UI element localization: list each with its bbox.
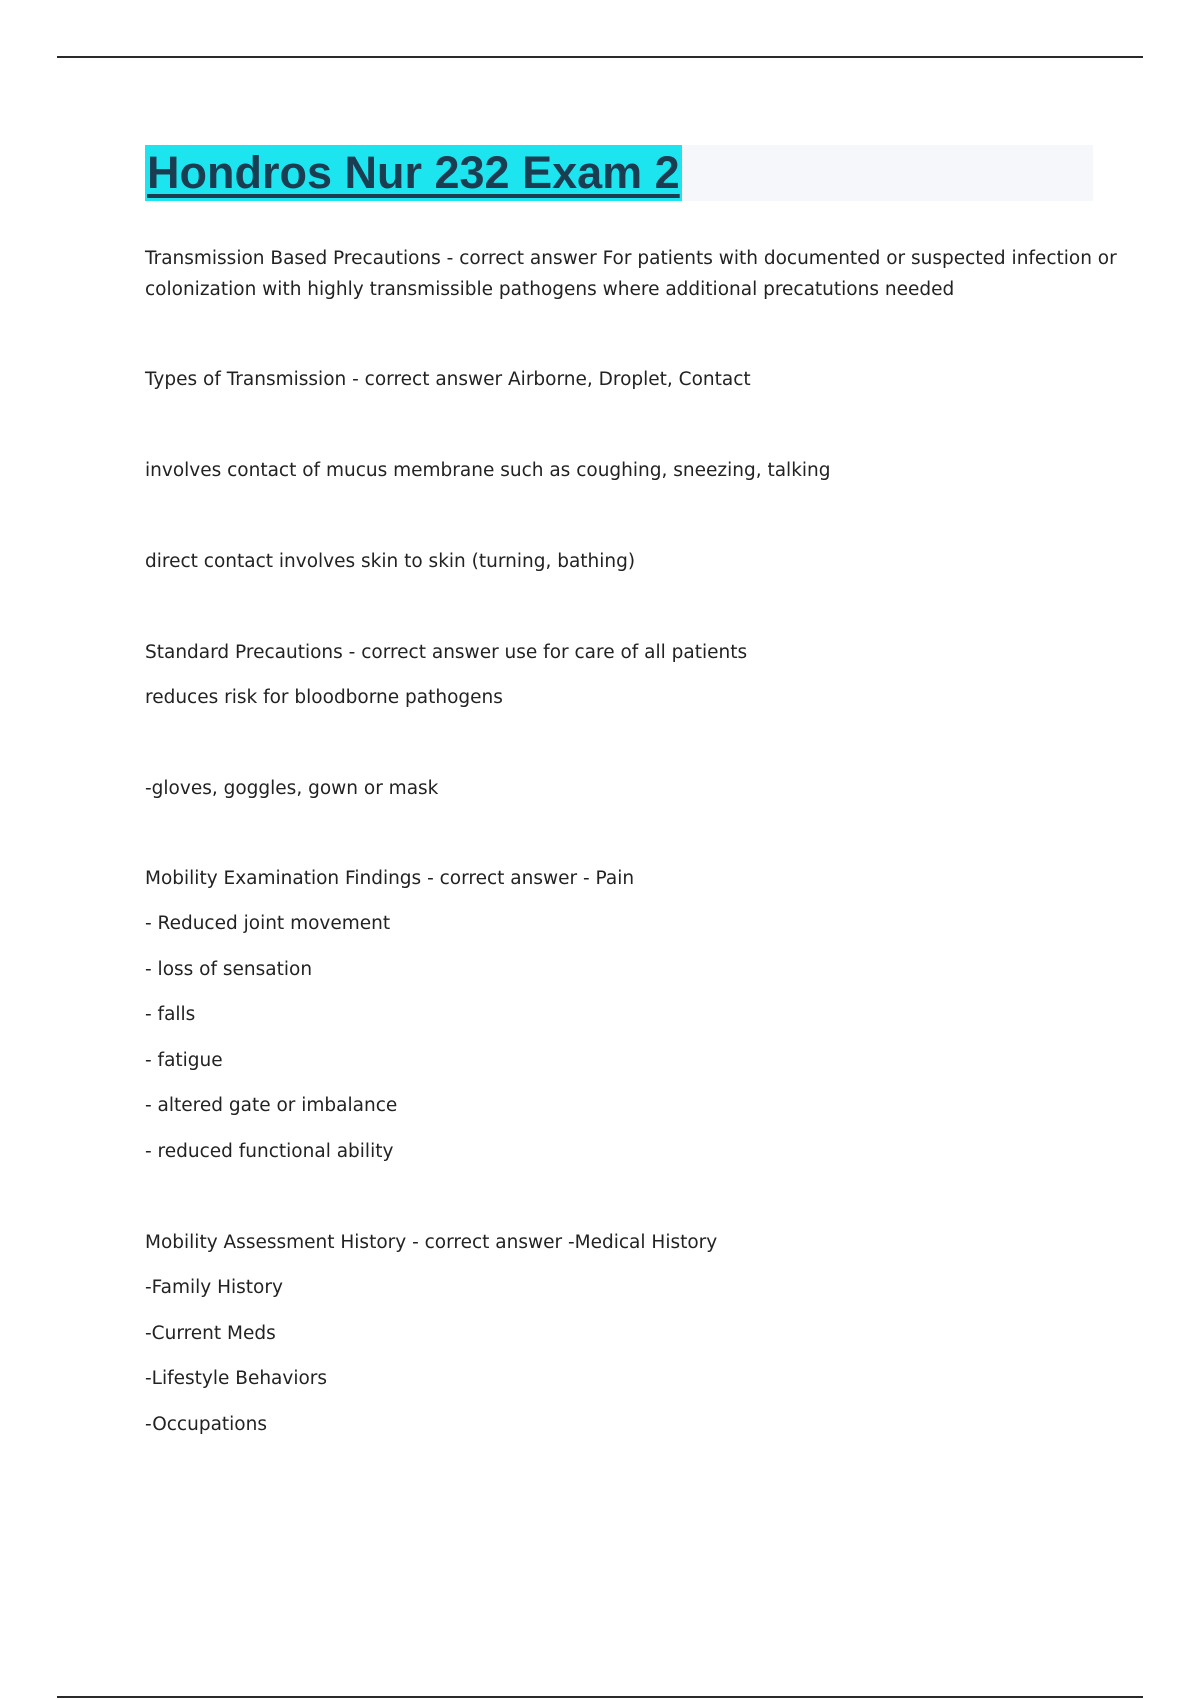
text-line-transmission-based-1: Transmission Based Precautions - correct answer For patients with documented or suspected infection or bbox=[145, 248, 1117, 269]
text-line-fatigue: - fatigue bbox=[145, 1050, 223, 1071]
text-line-falls: - falls bbox=[145, 1004, 196, 1025]
text-line-ppe: -gloves, goggles, gown or mask bbox=[145, 778, 439, 799]
text-line-lifestyle: -Lifestyle Behaviors bbox=[145, 1368, 328, 1389]
text-line-transmission-based-2: colonization with highly transmissible pathogens where additional precatutions needed bbox=[145, 279, 955, 300]
text-line-family-history: -Family History bbox=[145, 1277, 283, 1298]
text-line-current-meds: -Current Meds bbox=[145, 1323, 276, 1344]
text-line-mucus-membrane: involves contact of mucus membrane such as coughing, sneezing, talking bbox=[145, 460, 831, 481]
text-line-direct-contact: direct contact involves skin to skin (turning, bathing) bbox=[145, 551, 636, 572]
text-line-mobility-history: Mobility Assessment History - correct answer -Medical History bbox=[145, 1232, 718, 1253]
text-line-mobility-exam: Mobility Examination Findings - correct answer - Pain bbox=[145, 868, 635, 889]
text-line-occupations: -Occupations bbox=[145, 1414, 267, 1435]
text-line-joint-movement: - Reduced joint movement bbox=[145, 913, 391, 934]
text-line-functional-ability: - reduced functional ability bbox=[145, 1141, 394, 1162]
bottom-rule bbox=[57, 1696, 1143, 1698]
text-line-standard-precautions: Standard Precautions - correct answer use for care of all patients bbox=[145, 642, 748, 663]
text-line-bloodborne: reduces risk for bloodborne pathogens bbox=[145, 687, 503, 708]
document-title: Hondros Nur 232 Exam 2 bbox=[145, 145, 682, 201]
top-rule bbox=[57, 56, 1143, 58]
text-line-types-of-transmission: Types of Transmission - correct answer Airborne, Droplet, Contact bbox=[145, 369, 751, 390]
text-line-gate: - altered gate or imbalance bbox=[145, 1095, 398, 1116]
text-line-sensation: - loss of sensation bbox=[145, 959, 313, 980]
